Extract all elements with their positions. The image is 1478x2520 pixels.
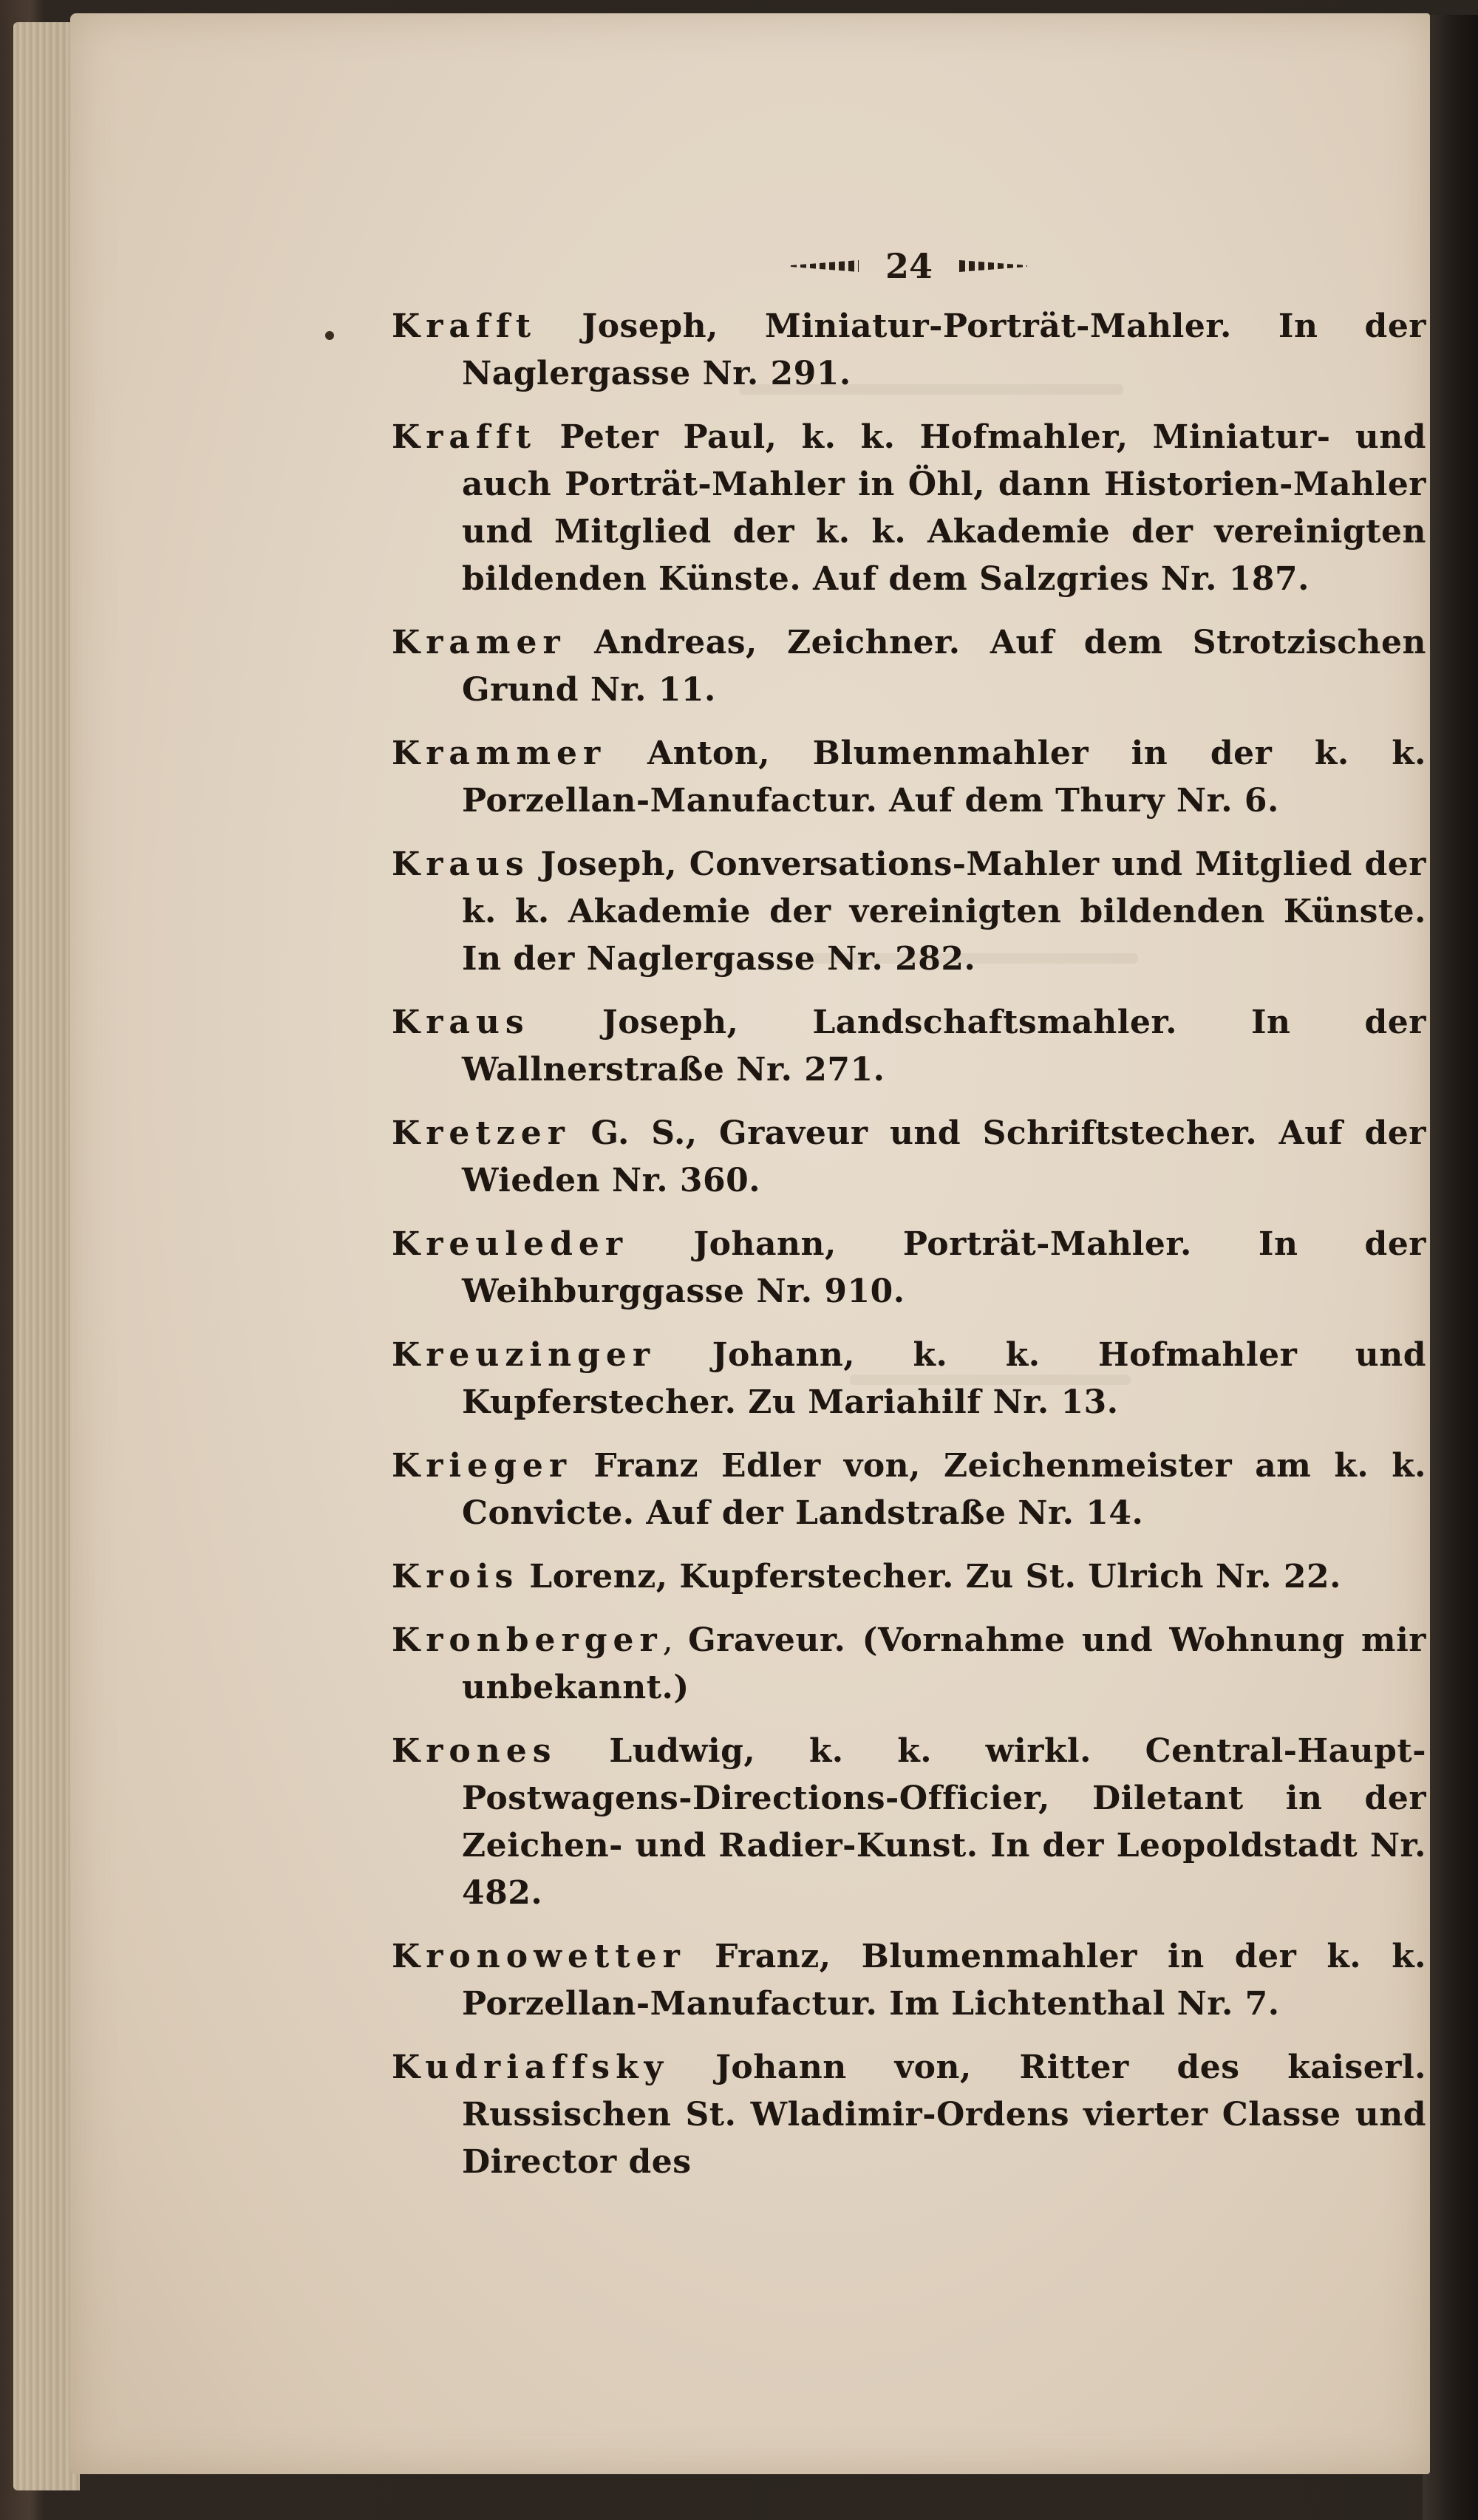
directory-entry: [392, 1332, 1426, 1426]
directory-entry: Kronberger, Graveur. (Vornahme und Wohnung mir unbekannt.): [392, 1621, 1426, 1706]
directory-entry: [392, 1443, 1426, 1537]
directory-entry: [392, 1933, 1426, 2028]
entry-details: Johann, k. k. Hofmahler und Kupferstecher. Zu Mariahilf Nr. 13.: [462, 1336, 1426, 1421]
entry-details: Andreas, Zeichner. Auf dem Strotzischen Grund Nr. 11.: [462, 624, 1426, 709]
entry-details: Peter Paul, k. k. Hofmahler, Miniatur- und auch Porträt-Mahler in Öhl, dann Historien-Mahler und Mitglied der k. k. Akademie der vereinigten bildenden Künste. Auf dem Salzgries Nr. 187.: [462, 418, 1426, 598]
directory-entry: [392, 1553, 1426, 1601]
entry-details: Ludwig, k. k. wirkl. Central-Haupt-Postwagens-Directions-Officier, Diletant in der Zeichen- und Radier-Kunst. In der Leopoldstadt Nr. 482.: [462, 1732, 1426, 1912]
entry-details: Franz Edler von, Zeichenmeister am k. k. Convicte. Auf der Landstraße Nr. 14.: [462, 1447, 1426, 1532]
entry-surname: Kraus: [392, 845, 530, 883]
directory-entries: [392, 303, 1426, 2202]
entry-details: G. S., Graveur und Schriftstecher. Auf der Wieden Nr. 360.: [462, 1114, 1426, 1199]
entry-surname: Krois: [392, 1558, 520, 1596]
directory-entry: [392, 303, 1426, 398]
entry-surname: Kronowetter: [392, 1938, 686, 1975]
ink-spot-icon: [325, 331, 334, 340]
ornament-left-icon: [791, 259, 859, 273]
directory-entry: [392, 841, 1426, 983]
directory-entry: [392, 2044, 1426, 2186]
entry-surname: Kudriaffsky: [392, 2049, 670, 2086]
directory-entry: [392, 1221, 1426, 1315]
entry-details: Joseph, Landschaftsmahler. In der Wallnerstraße Nr. 271.: [462, 1004, 1426, 1089]
entry-surname: Krammer: [392, 735, 607, 772]
entry-details: Franz, Blumenmahler in der k. k. Porzellan-Manufactur. Im Lichtenthal Nr. 7.: [462, 1938, 1426, 2023]
entry-surname: Krieger: [392, 1447, 573, 1485]
entry-surname: Krafft: [392, 307, 537, 345]
entry-details: Joseph, Conversations-Mahler und Mitglied der k. k. Akademie der vereinigten bildenden Künste. In der Naglergasse Nr. 282.: [462, 845, 1426, 978]
directory-entry: [392, 999, 1426, 1094]
entry-details: Lorenz, Kupferstecher. Zu St. Ulrich Nr. 22.: [529, 1558, 1341, 1596]
entry-details: Johann, Porträt-Mahler. In der Weihburggasse Nr. 910.: [462, 1225, 1426, 1310]
directory-entry: [392, 619, 1426, 714]
entry-surname: Kreuleder: [392, 1225, 629, 1263]
directory-entry: [392, 1728, 1426, 1917]
directory-entry: [392, 414, 1426, 603]
page-number: 24: [885, 246, 933, 286]
page-header: [761, 236, 1057, 296]
entry-surname: Kreuzinger: [392, 1336, 656, 1374]
entry-surname: Kramer: [392, 624, 566, 661]
entry-surname: Kraus: [392, 1004, 530, 1041]
entry-surname: Krones: [392, 1732, 557, 1770]
book-spine-shadow: [1423, 15, 1478, 2520]
ornament-right-icon: [959, 259, 1027, 273]
entry-details: Johann von, Ritter des kaiserl. Russischen St. Wladimir-Ordens vierter Classe und Director des: [462, 2049, 1426, 2181]
entry-surname: Kronberger: [392, 1621, 663, 1659]
entry-details: Anton, Blumenmahler in der k. k. Porzellan-Manufactur. Auf dem Thury Nr. 6.: [462, 735, 1426, 820]
entry-details: Graveur. (Vornahme und Wohnung mir unbekannt.): [462, 1621, 1426, 1706]
directory-entry: [392, 730, 1426, 825]
directory-entry: [392, 1110, 1426, 1205]
entry-surname: Kretzer: [392, 1114, 571, 1152]
entry-details: Joseph, Miniatur-Porträt-Mahler. In der Naglergasse Nr. 291.: [462, 307, 1426, 392]
entry-surname: Krafft: [392, 418, 537, 456]
